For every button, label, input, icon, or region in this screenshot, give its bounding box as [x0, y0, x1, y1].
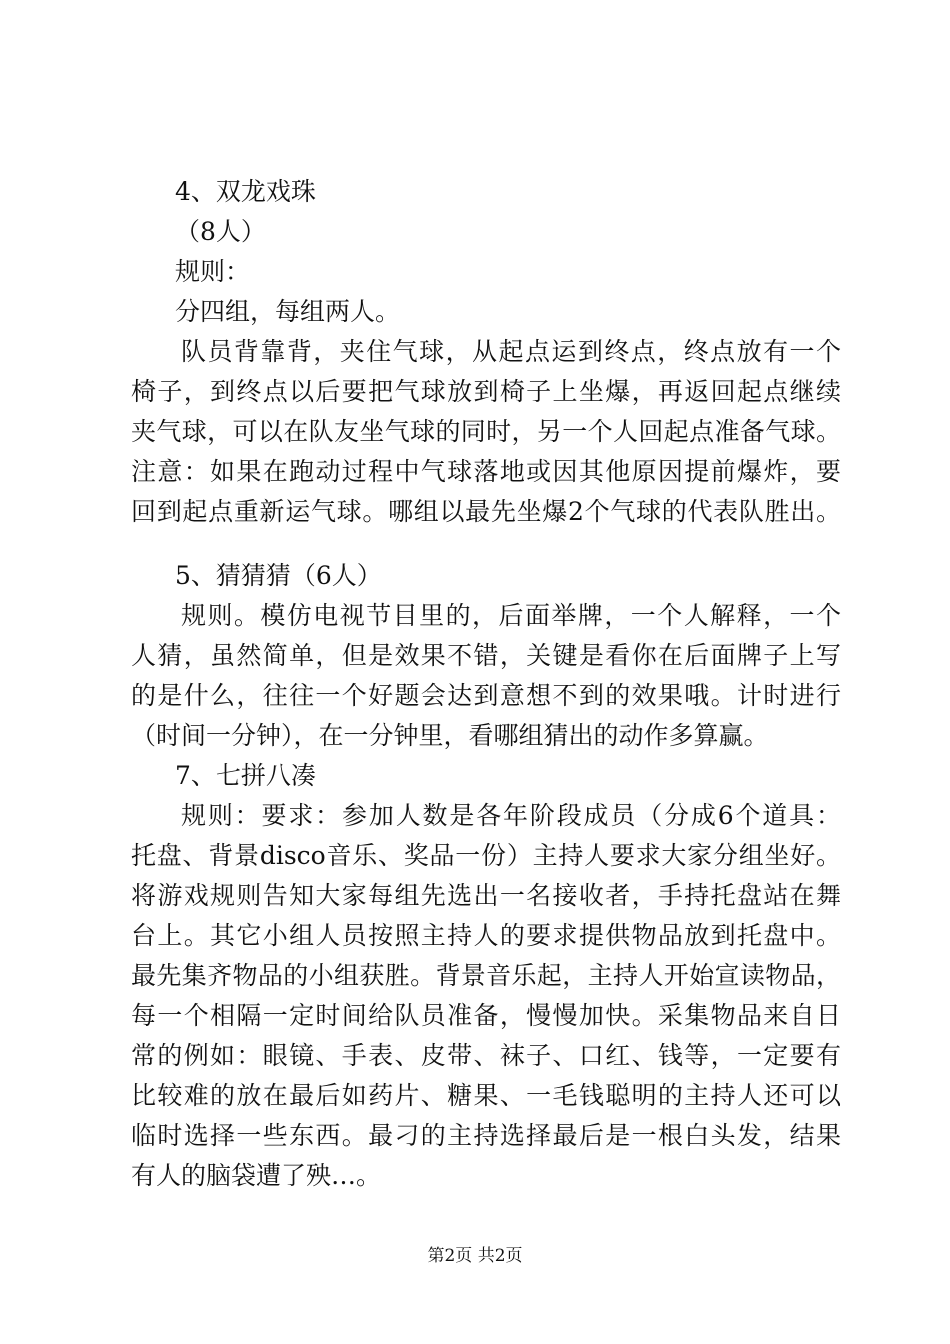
section-4-people: （8人）	[175, 217, 266, 246]
section-7-paragraph-line: 常的例如：眼镜、手表、皮带、袜子、口红、钱等，一定要有	[131, 1041, 841, 1070]
section-4-paragraph-line: 椅子，到终点以后要把气球放到椅子上坐爆，再返回起点继续	[131, 377, 841, 406]
section-4-paragraph-line: 注意：如果在跑动过程中气球落地或因其他原因提前爆炸，要	[131, 457, 841, 486]
section-4-groups-line: 分四组，每组两人。	[175, 297, 401, 326]
page-number: 第2页 共2页	[427, 1246, 523, 1266]
section-5-paragraph-line: 的是什么，往往一个好题会达到意想不到的效果哦。计时进行	[131, 681, 841, 710]
section-7-paragraph-line: 最先集齐物品的小组获胜。背景音乐起，主持人开始宣读物品，	[131, 961, 841, 990]
section-7-paragraph-line: 规则：要求：参加人数是各年阶段成员（分成6个道具：	[181, 801, 841, 830]
section-4-paragraph-line: 夹气球，可以在队友坐气球的同时，另一个人回起点准备气球。	[131, 417, 841, 446]
section-gap	[131, 532, 841, 556]
section-5-paragraph-line: 人猜，虽然简单，但是效果不错，关键是看你在后面牌子上写	[131, 641, 841, 670]
section-4-title: 4、双龙戏珠	[175, 177, 316, 206]
section-5-title: 5、猜猜猜（6人）	[175, 561, 382, 590]
section-7-paragraph-line: 托盘、背景disco音乐、奖品一份）主持人要求大家分组坐好。	[131, 841, 841, 870]
section-5-paragraph-line: （时间一分钟），在一分钟里，看哪组猜出的动作多算赢。	[131, 721, 769, 750]
section-7-paragraph-line: 临时选择一些东西。最刁的主持选择最后是一根白头发，结果	[131, 1121, 841, 1150]
section-4-rules-label: 规则：	[175, 257, 251, 286]
document-body	[131, 172, 841, 1196]
section-7-title: 7、七拼八凑	[175, 761, 316, 790]
section-5-paragraph-line: 规则。模仿电视节目里的，后面举牌，一个人解释，一个	[181, 601, 841, 630]
section-4-paragraph-line: 队员背靠背，夹住气球，从起点运到终点，终点放有一个	[181, 337, 841, 366]
section-7-paragraph-line: 比较难的放在最后如药片、糖果、一毛钱聪明的主持人还可以	[131, 1081, 841, 1110]
section-4-paragraph-line: 回到起点重新运气球。哪组以最先坐爆2个气球的代表队胜出。	[131, 497, 841, 526]
section-7-paragraph-line: 每一个相隔一定时间给队员准备，慢慢加快。采集物品来自日	[131, 1001, 841, 1030]
section-7-paragraph-line: 台上。其它小组人员按照主持人的要求提供物品放到托盘中。	[131, 921, 841, 950]
section-7-paragraph-line: 有人的脑袋遭了殃…。	[131, 1161, 382, 1190]
page-footer	[0, 1244, 950, 1268]
section-7-paragraph-line: 将游戏规则告知大家每组先选出一名接收者，手持托盘站在舞	[131, 881, 841, 910]
